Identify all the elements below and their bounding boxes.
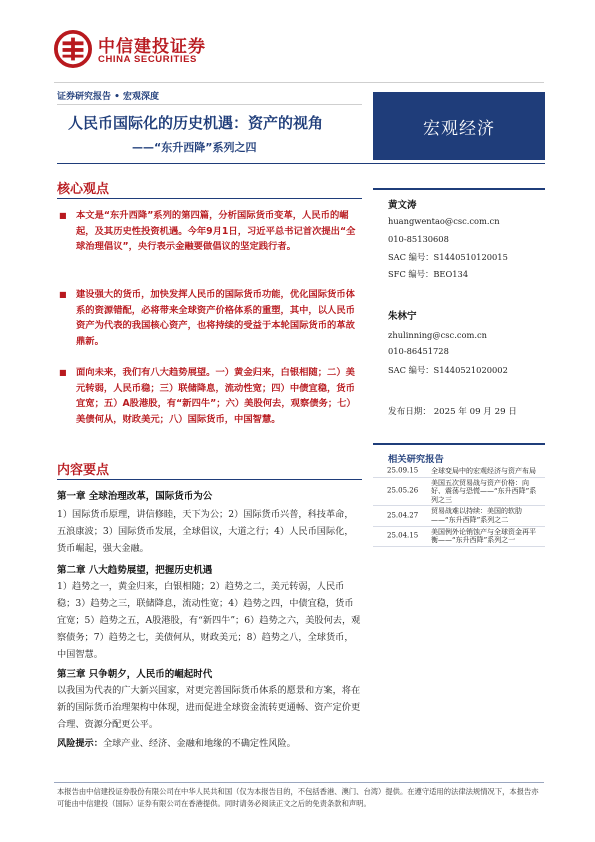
related-reports-heading: 相关研究报告 [388, 454, 444, 465]
chapter-3-heading: 第三章 只争朝夕，人民币的崛起时代 [57, 669, 213, 680]
bullet-square-icon: ■ [59, 290, 67, 299]
analyst-top-divider [373, 188, 545, 190]
analyst-1-phone: 010-85130608 [388, 234, 449, 244]
related-report-item[interactable] [373, 478, 545, 507]
csc-logo-icon [54, 30, 92, 68]
analyst-2-sac: SAC 编号：S1440521020002 [388, 365, 508, 375]
sector-banner-label: 宏观经济 [423, 119, 495, 139]
bullet-square-icon: ■ [59, 211, 67, 220]
chapter-1-body: 1）国际货币原理，讲信修睦，天下为公；2）国际货币兴普，科技革命，五浪康波；3）国际货币发展，全球倡议，大道之行；4）人民币国际化，货币崛起，强大金融。 [57, 509, 354, 554]
bullet-square-icon: ■ [59, 368, 67, 377]
related-report-title: 全球变局中的宏观经济与资产布局 [431, 467, 536, 475]
related-report-date: 25.04.27 [387, 511, 419, 520]
report-subtitle: ——“东升西降”系列之四 [132, 141, 257, 154]
related-report-title: 贸易战难以持续：美国的软肋——“东升西降”系列之二 [431, 507, 522, 524]
legal-disclaimer: 本报告由中信建投证券股份有限公司在中华人民共和国（仅为本报告目的，不包括香港、澳门、台湾）提供。在遵守适用的法律法规情况下，本报告亦可能由中信建投（国际）证券有限公司在香港提供。同时请务必阅读正文之后的免责条款和声明。 [57, 787, 539, 808]
risk-text: 全球产业、经济、金融和地缘的不确定性风险。 [102, 738, 296, 749]
related-report-date: 25.09.15 [387, 467, 419, 475]
title-divider [57, 163, 545, 164]
risk-warning [57, 735, 361, 749]
analyst-2-phone: 010-86451728 [388, 346, 449, 356]
key-point-text: 建设强大的货币，加快发挥人民币的国际货币功能，优化国际货币体系的资源错配，必将带来全球资产价格体系的重塑，其中，以人民币资产为代表的我国核心资产，也将持续的受益于本轮国际货币的革故鼎新。 [76, 289, 355, 347]
chapter-2-heading: 第二章 八大趋势展望，把握历史机遇 [57, 565, 213, 576]
analyst-2-name: 朱林宁 [388, 311, 417, 322]
header-divider [54, 82, 544, 83]
analyst-1-sac: SAC 编号：S1440510120015 [388, 252, 508, 262]
key-point-text: 本文是“东升西降”系列的第四篇，分析国际货币变革，人民币的崛起，及其历史性投资机遇。今年9月1日，习近平总书记首次提出“全球治理倡议”，央行表示金融要做倡议的坚定践行者。 [76, 210, 356, 252]
logo-cn-text: 中信建投证券 [98, 37, 206, 57]
report-title: 人民币国际化的历史机遇：资产的视角 [68, 114, 324, 132]
report-type: 证券研究报告 • 宏观深度 [57, 92, 160, 102]
report-type-divider [57, 104, 362, 105]
related-report-item[interactable] [373, 506, 545, 526]
key-points-divider [57, 198, 362, 199]
analyst-1-name: 黄文涛 [388, 200, 417, 211]
summary-divider [57, 479, 362, 480]
key-point-3 [57, 365, 361, 427]
key-point-1 [57, 208, 361, 255]
risk-label: 风险提示： [57, 738, 103, 749]
related-report-date: 25.04.15 [387, 531, 419, 540]
related-top-divider [373, 443, 545, 445]
chapter-1-heading: 第一章 全球治理改革，国际货币为公 [57, 491, 213, 502]
publish-date: 发布日期： 2025 年 09 月 29 日 [388, 407, 517, 417]
related-report-item[interactable] [373, 466, 545, 478]
key-point-2 [57, 287, 361, 349]
analyst-1-sfc: SFC 编号：BEO134 [388, 269, 469, 279]
chapter-3-body: 以我国为代表的广大新兴国家，对更完善国际货币体系的愿景和方案，将在新的国际货币治理架构中体现，进而促进全球资金流转更通畅、资产定价更合理、资源分配更公平。 [57, 685, 361, 730]
logo-en-text: CHINA SECURITIES [98, 54, 197, 65]
related-report-item[interactable] [373, 527, 545, 547]
key-points-heading: 核心观点 [57, 182, 110, 197]
summary-heading: 内容要点 [57, 463, 110, 478]
related-report-title: 美国五次贸易战与资产价格：向好、震荡与恐慌——“东升西降”系列之三 [431, 478, 537, 504]
related-report-title: 美国例外论销蚀产与全球资金再平衡——“东升西降”系列之一 [431, 527, 536, 545]
footer-divider [54, 782, 544, 783]
key-point-text: 面向未来，我们有八大趋势展望。一）黄金归来，白银相随；二）美元转弱，人民币稳；三）联储降息，流动性宽；四）中债宜稳，货币宜宽；五）A股港股，有“新四牛”；六）美股何去，观察债务；七）美债何从，财政美元；八）国际货币，中国智慧。 [76, 367, 356, 425]
analyst-1-email[interactable]: huangwentao@csc.com.cn [388, 216, 500, 226]
related-report-date: 25.05.26 [387, 487, 419, 496]
company-logo [54, 28, 224, 70]
sector-banner [373, 92, 545, 160]
related-reports-list [373, 466, 545, 547]
chapter-2-body: 1）趋势之一，黄金归来，白银相随；2）趋势之二，美元转弱，人民币稳；3）趋势之三，联储降息，流动性宽；4）趋势之四，中债宜稳，货币宜宽；5）趋势之五，A股港股，有“新四牛”；6）趋势之六，美股何去，观察债务；7）趋势之七，美债何从，财政美元；8）趋势之八，全球货币，中国智慧。 [57, 581, 361, 660]
analyst-2-email[interactable]: zhulinning@csc.com.cn [388, 330, 487, 340]
